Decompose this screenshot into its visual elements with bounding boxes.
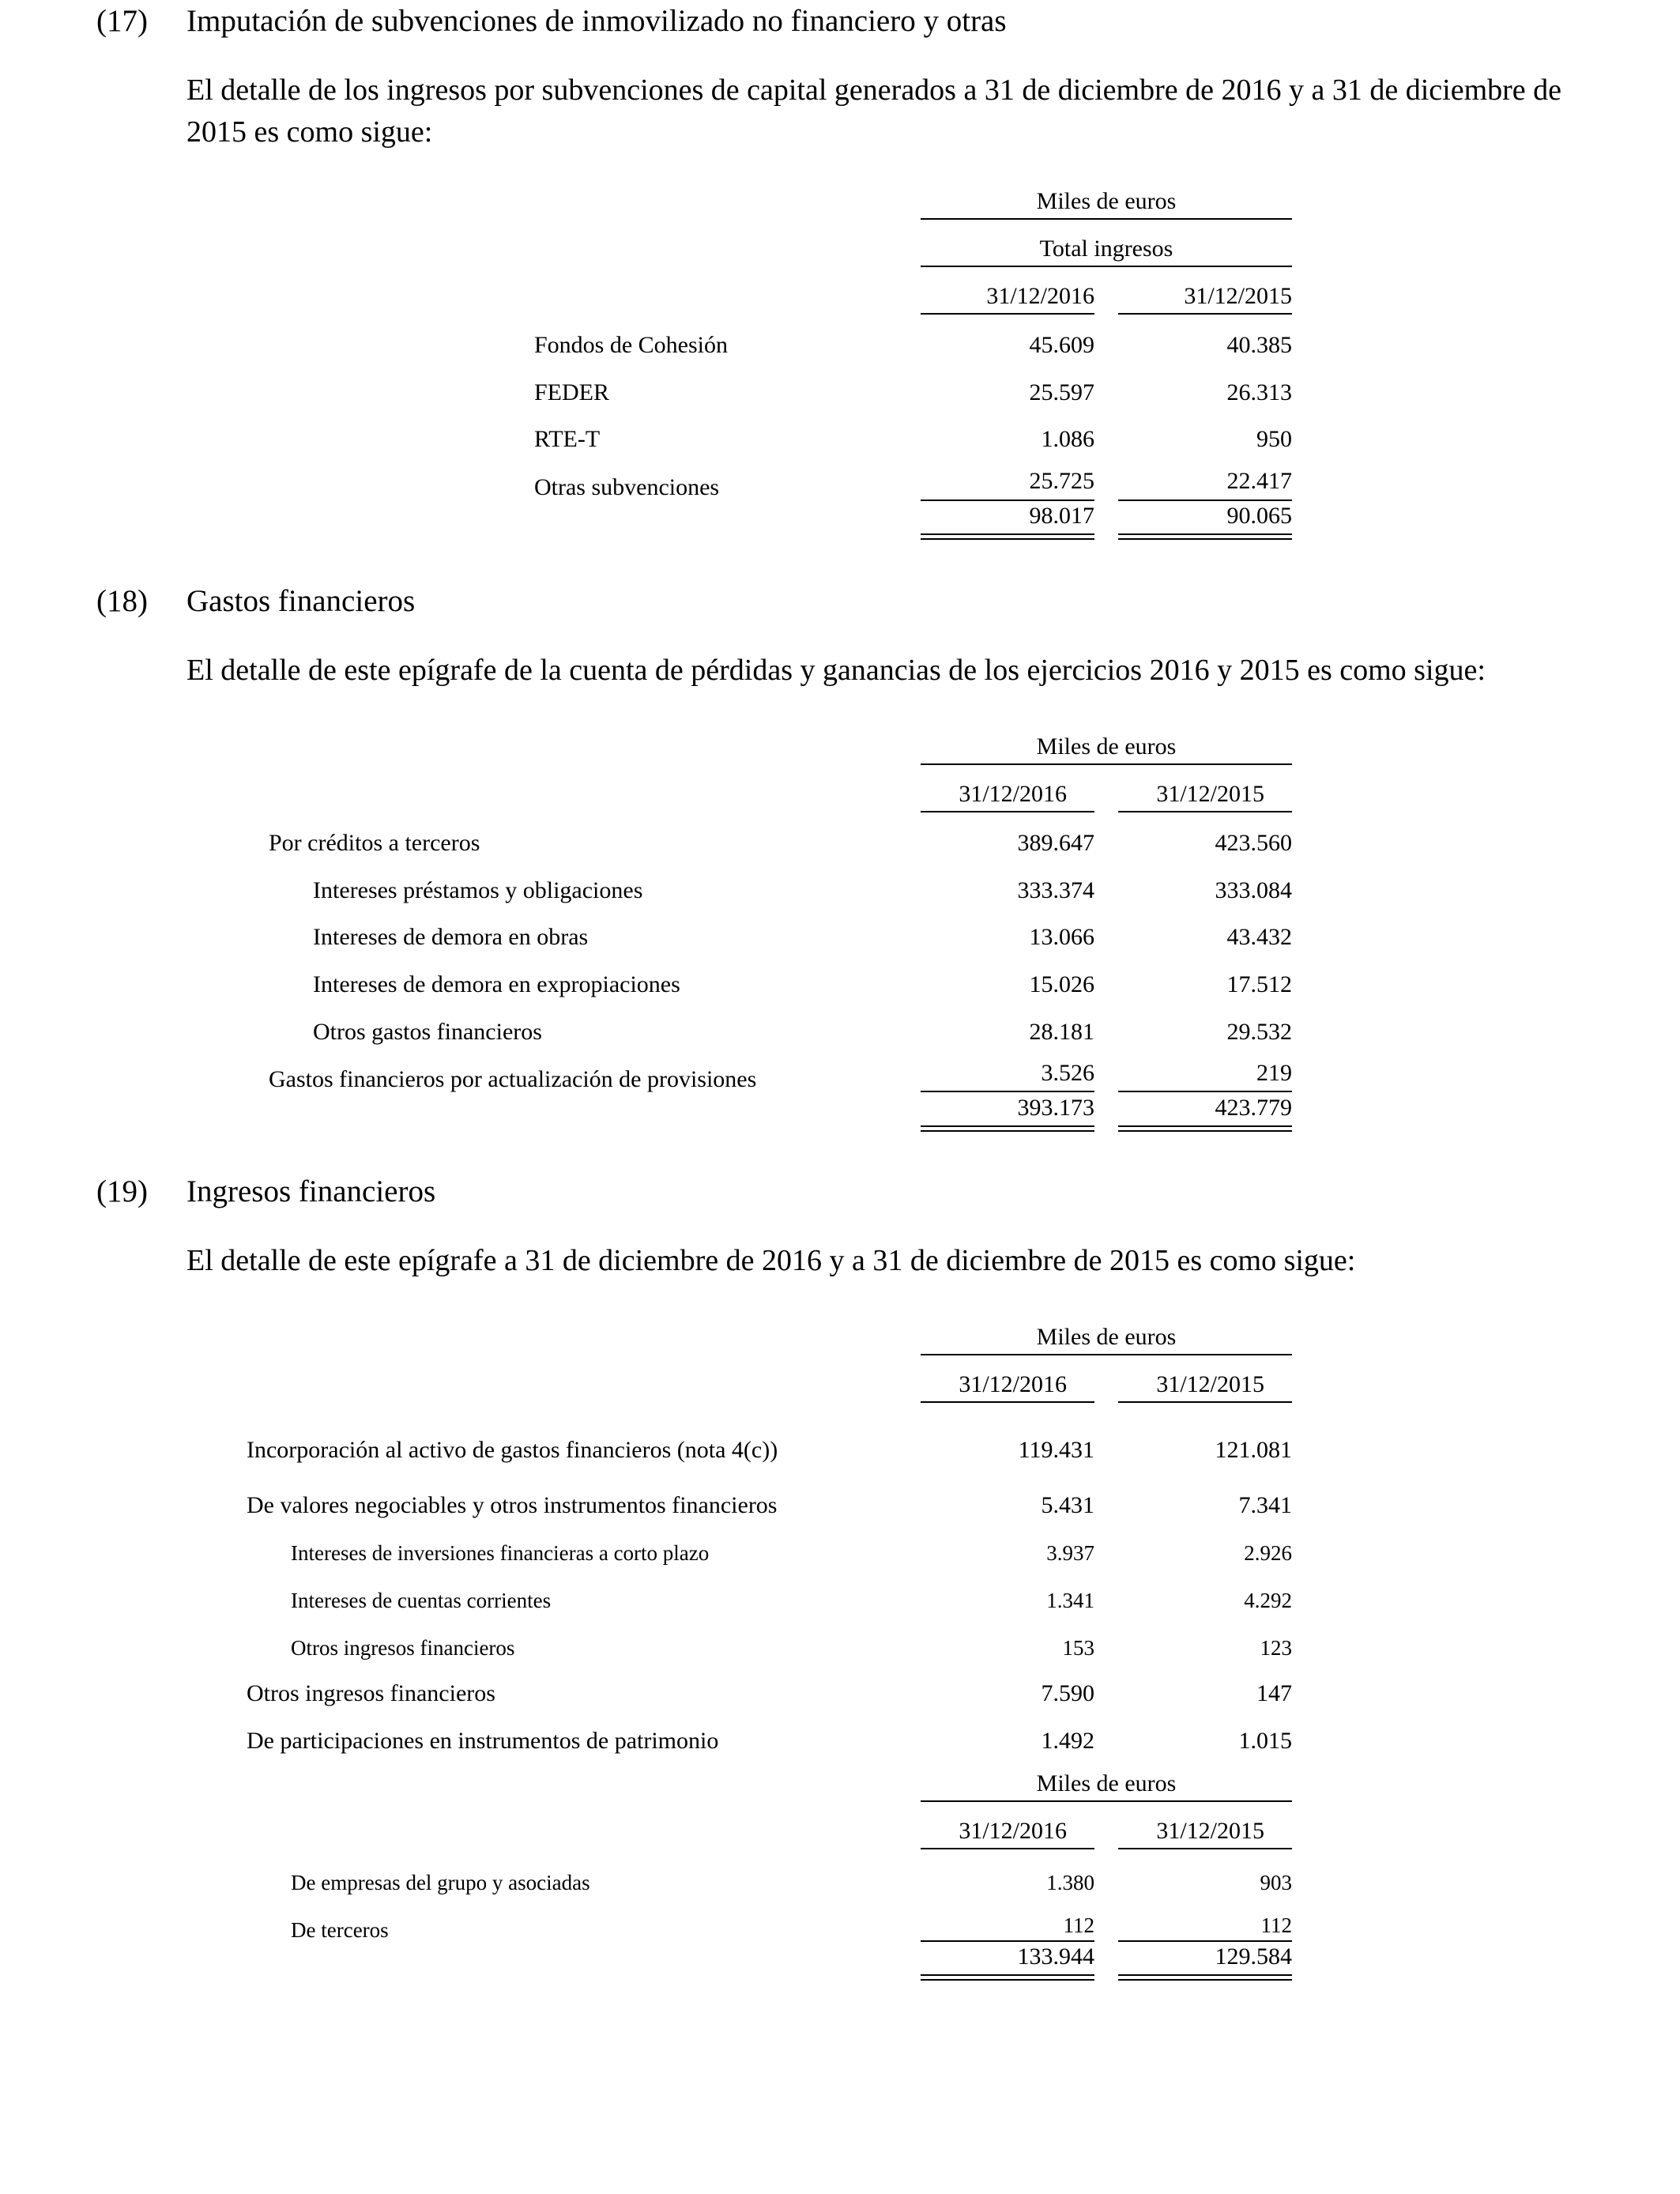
row-label: Por créditos a terceros	[269, 830, 480, 856]
total-2016: 98.017	[1029, 503, 1094, 529]
value-2015: 121.081	[1215, 1437, 1292, 1463]
value-2015: 423.560	[1215, 830, 1292, 856]
value-2016: 119.431	[1018, 1437, 1094, 1463]
value-2016: 1.492	[1041, 1728, 1094, 1754]
col-rule	[1118, 1401, 1292, 1403]
col-header-2015: 31/12/2015	[1184, 283, 1292, 309]
col-rule	[921, 811, 1094, 812]
value-2016: 1.086	[1041, 426, 1094, 452]
value-2016: 1.380	[1046, 1871, 1094, 1894]
section-number: (17)	[96, 4, 148, 38]
row-label: Fondos de Cohesión	[534, 332, 729, 358]
value-2016: 389.647	[1017, 830, 1094, 856]
row-label: Otras subvenciones	[534, 474, 720, 500]
value-2015: 333.084	[1215, 877, 1292, 903]
value-2015: 7.341	[1238, 1492, 1292, 1518]
row-label: Otros gastos financieros	[313, 1019, 542, 1045]
row-label: De empresas del grupo y asociadas	[291, 1871, 590, 1894]
header-rule	[921, 266, 1292, 267]
value-2015: 123	[1260, 1636, 1292, 1660]
row-label: Intereses de demora en obras	[313, 924, 589, 950]
total-double-rule	[1118, 1974, 1292, 1981]
unit-header: Miles de euros	[1036, 188, 1177, 214]
value-2015: 29.532	[1226, 1019, 1292, 1045]
unit-header: Miles de euros	[1036, 1324, 1177, 1350]
row-label: Intereses de cuentas corrientes	[291, 1589, 552, 1612]
section-number: (18)	[96, 584, 148, 618]
unit-header: Miles de euros	[1036, 1770, 1177, 1796]
section-paragraph: El detalle de este epígrafe de la cuenta de pérdidas y ganancias de los ejercicios 2016 y 2015 es como sigue:	[186, 654, 1486, 687]
total-double-rule	[921, 1125, 1094, 1132]
value-2016: 28.181	[1029, 1019, 1094, 1045]
col-rule	[1118, 313, 1292, 315]
col-header-2016: 31/12/2016	[959, 781, 1067, 807]
subtotal-rule	[1118, 1091, 1292, 1092]
col-header-2016: 31/12/2016	[959, 1818, 1067, 1844]
value-2015: 903	[1260, 1871, 1292, 1894]
row-label: De participaciones en instrumentos de patrimonio	[247, 1728, 719, 1754]
value-2016: 333.374	[1017, 877, 1094, 903]
value-2016: 25.597	[1029, 379, 1094, 405]
row-label: RTE-T	[534, 426, 601, 452]
total-2015: 423.779	[1215, 1095, 1292, 1121]
section-title: Gastos financieros	[186, 584, 416, 618]
value-2016: 25.725	[1029, 468, 1094, 494]
total-double-rule	[1118, 533, 1292, 540]
subtotal-rule	[1118, 499, 1292, 501]
col-header-2016: 31/12/2016	[959, 1371, 1067, 1397]
col-header-2015: 31/12/2015	[1156, 781, 1264, 807]
total-double-rule	[921, 533, 1094, 540]
row-label: FEDER	[534, 379, 610, 405]
header-rule	[921, 218, 1292, 220]
total-2015: 90.065	[1226, 503, 1292, 529]
subtotal-rule	[921, 1091, 1094, 1092]
value-2016: 1.341	[1046, 1589, 1094, 1612]
value-2016: 3.526	[1041, 1060, 1094, 1086]
subtotal-rule	[1118, 1940, 1292, 1942]
value-2015: 950	[1256, 426, 1292, 452]
value-2015: 26.313	[1226, 379, 1292, 405]
section-number: (19)	[96, 1174, 148, 1208]
row-label: Intereses de inversiones financieras a corto plazo	[291, 1541, 710, 1565]
value-2016: 153	[1062, 1636, 1094, 1660]
value-2015: 43.432	[1226, 924, 1292, 950]
col-header-2015: 31/12/2015	[1156, 1371, 1264, 1397]
section-title: Imputación de subvenciones de inmovilizado no financiero y otras	[186, 4, 1007, 38]
value-2015: 1.015	[1238, 1728, 1292, 1754]
value-2016: 13.066	[1029, 924, 1094, 950]
value-2015: 17.512	[1226, 971, 1292, 997]
col-rule	[921, 1848, 1094, 1849]
col-header-2016: 31/12/2016	[986, 283, 1094, 309]
value-2016: 15.026	[1029, 971, 1094, 997]
value-2016: 7.590	[1041, 1680, 1094, 1706]
value-2015: 112	[1260, 1913, 1292, 1937]
header-rule	[921, 1800, 1292, 1802]
col-rule	[921, 1401, 1094, 1403]
section-paragraph: El detalle de este epígrafe a 31 de diciembre de 2016 y a 31 de diciembre de 2015 es como sigue:	[186, 1244, 1356, 1277]
total-2016: 393.173	[1017, 1095, 1094, 1121]
value-2015: 40.385	[1226, 332, 1292, 358]
value-2015: 219	[1256, 1060, 1292, 1086]
unit-header: Miles de euros	[1036, 733, 1177, 760]
value-2015: 4.292	[1244, 1589, 1292, 1612]
row-label: De terceros	[291, 1918, 389, 1942]
section-title: Ingresos financieros	[186, 1174, 436, 1208]
total-2016: 133.944	[1017, 1943, 1094, 1970]
value-2015: 22.417	[1226, 468, 1292, 494]
row-label: Intereses de demora en expropiaciones	[313, 971, 680, 997]
subtotal-rule	[921, 499, 1094, 501]
total-2015: 129.584	[1215, 1943, 1292, 1970]
total-double-rule	[1118, 1125, 1292, 1132]
row-label: Otros ingresos financieros	[247, 1680, 495, 1706]
value-2016: 45.609	[1029, 332, 1094, 358]
header-rule	[921, 1354, 1292, 1355]
section-paragraph: El detalle de los ingresos por subvenciones de capital generados a 31 de diciembre de 2016 y a 31 de diciembre de 2015 es como sigue:	[186, 74, 1562, 149]
header-rule	[921, 763, 1292, 765]
value-2015: 147	[1256, 1680, 1292, 1706]
col-header-2015: 31/12/2015	[1156, 1818, 1264, 1844]
row-label: Intereses préstamos y obligaciones	[313, 877, 643, 903]
col-rule	[1118, 1848, 1292, 1849]
row-label: Incorporación al activo de gastos financieros (nota 4(c))	[247, 1437, 778, 1463]
value-2016: 112	[1063, 1913, 1094, 1937]
row-label: Otros ingresos financieros	[291, 1636, 515, 1660]
subheader: Total ingresos	[1039, 236, 1173, 262]
value-2016: 5.431	[1041, 1492, 1094, 1518]
total-double-rule	[921, 1974, 1094, 1981]
row-label: De valores negociables y otros instrumentos financieros	[247, 1492, 778, 1518]
row-label: Gastos financieros por actualización de provisiones	[269, 1066, 757, 1092]
col-rule	[921, 313, 1094, 315]
subtotal-rule	[921, 1940, 1094, 1942]
value-2016: 3.937	[1046, 1541, 1094, 1565]
col-rule	[1118, 811, 1292, 812]
value-2015: 2.926	[1244, 1541, 1292, 1565]
